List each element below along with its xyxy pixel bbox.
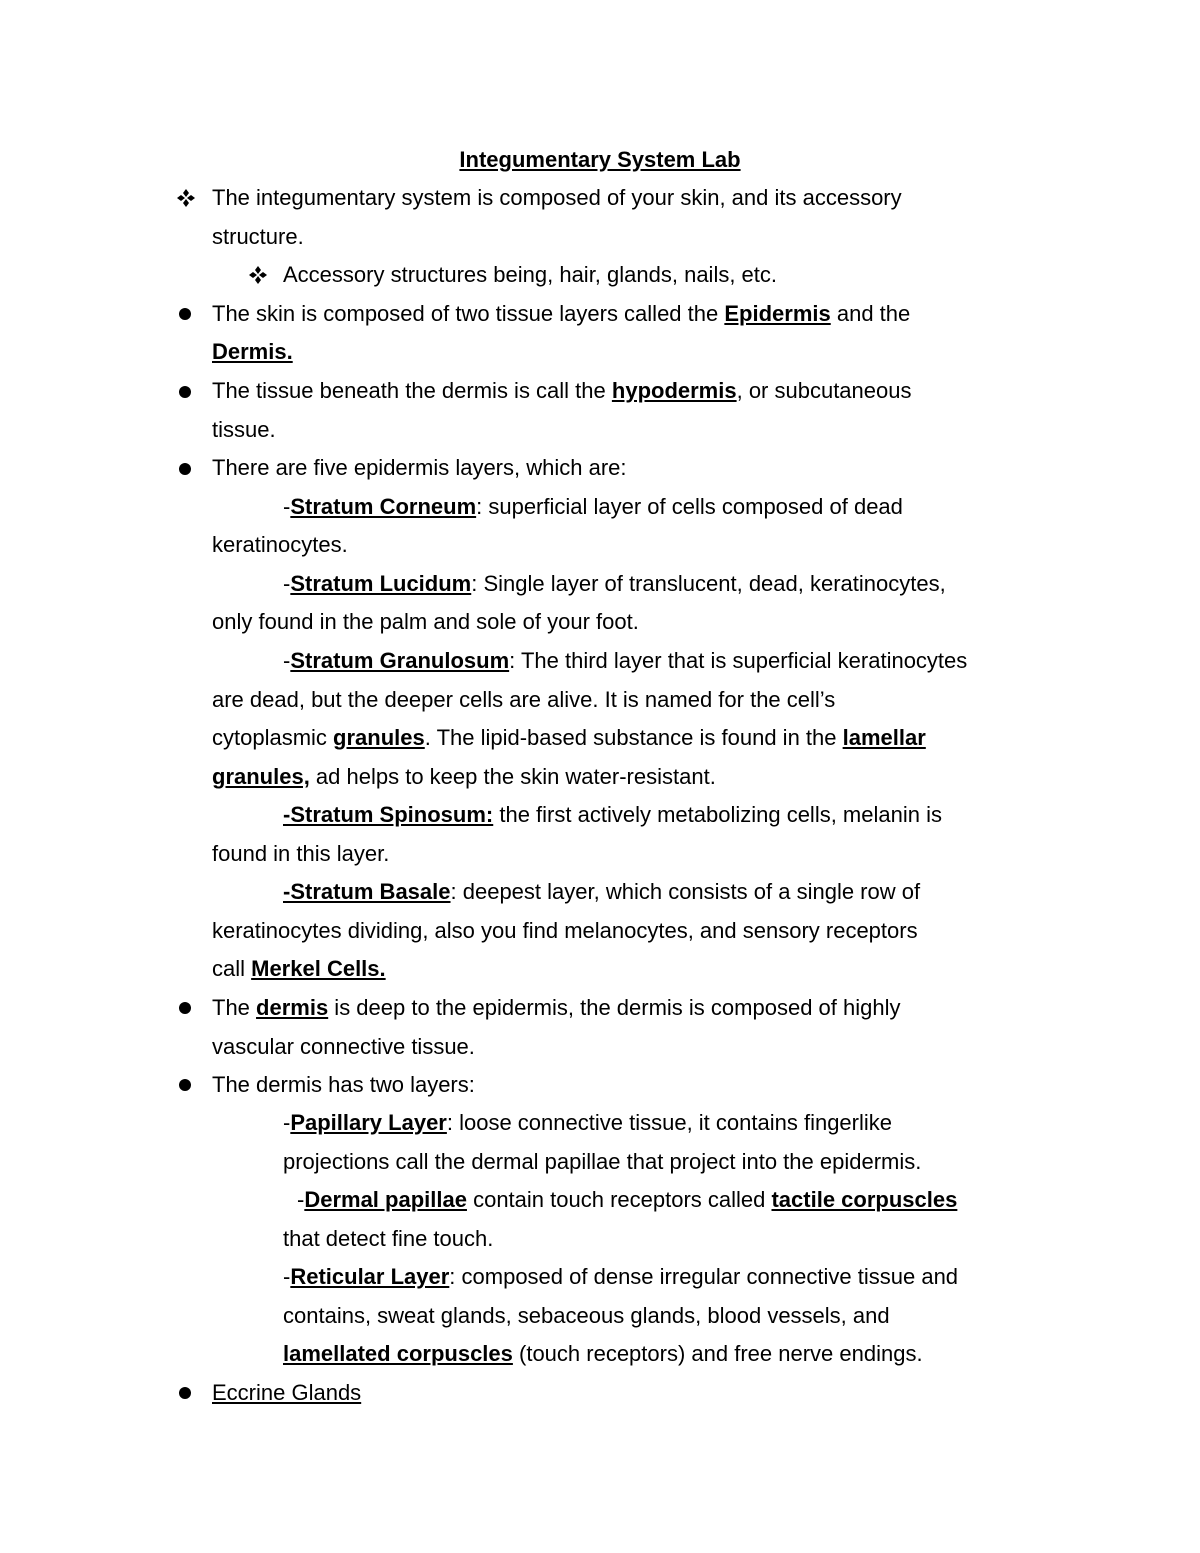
- round-bullet-icon: [179, 1387, 191, 1399]
- diamond-bullet-icon: [176, 188, 196, 208]
- text-line: projections call the dermal papillae that project into the epidermis.: [283, 1149, 922, 1174]
- round-bullet-icon: [179, 463, 191, 475]
- text-line: keratinocytes.: [212, 532, 348, 557]
- text-line: -Stratum Granulosum: The third layer that is superficial keratinocytes: [283, 648, 968, 673]
- text-line: cytoplasmic granules. The lipid-based substance is found in the lamellar: [212, 725, 926, 750]
- text-line: The tissue beneath the dermis is call the hypodermis, or subcutaneous: [212, 378, 912, 403]
- text-line: keratinocytes dividing, also you find melanocytes, and sensory receptors: [212, 918, 918, 943]
- text-line: The integumentary system is composed of your skin, and its accessory: [212, 185, 902, 210]
- text-line: only found in the palm and sole of your foot.: [212, 609, 639, 634]
- text-line: that detect fine touch.: [283, 1226, 494, 1251]
- round-bullet-icon: [179, 308, 191, 320]
- text-line: The skin is composed of two tissue layers called the Epidermis and the: [212, 301, 911, 326]
- text-line: -Stratum Corneum: superficial layer of cells composed of dead: [283, 494, 903, 519]
- text-line: -Stratum Spinosum: the first actively metabolizing cells, melanin is: [283, 802, 942, 827]
- text-line: tissue.: [212, 417, 276, 442]
- text-line: lamellated corpuscles (touch receptors) and free nerve endings.: [283, 1341, 923, 1366]
- text-line: -Dermal papillae contain touch receptors called tactile corpuscles: [297, 1187, 958, 1212]
- text-line: -Stratum Basale: deepest layer, which consists of a single row of: [283, 879, 921, 904]
- round-bullet-icon: [179, 1079, 191, 1091]
- diamond-bullet-icon: [248, 265, 268, 285]
- round-bullet-icon: [179, 386, 191, 398]
- text-line: vascular connective tissue.: [212, 1034, 475, 1059]
- text-line: -Papillary Layer: loose connective tissue, it contains fingerlike: [283, 1110, 892, 1135]
- text-line: Accessory structures being, hair, glands, nails, etc.: [283, 262, 778, 287]
- round-bullet-icon: [179, 1002, 191, 1014]
- text-line: The dermis has two layers:: [212, 1072, 475, 1097]
- text-line: call Merkel Cells.: [212, 956, 386, 981]
- text-line: The dermis is deep to the epidermis, the dermis is composed of highly: [212, 995, 901, 1020]
- text-line: -Stratum Lucidum: Single layer of translucent, dead, keratinocytes,: [283, 571, 946, 596]
- text-line: There are five epidermis layers, which are:: [212, 455, 627, 480]
- text-line: Eccrine Glands: [212, 1380, 362, 1405]
- text-line: Dermis.: [212, 339, 293, 364]
- text-line: structure.: [212, 224, 304, 249]
- text-line: are dead, but the deeper cells are alive. It is named for the cell’s: [212, 687, 836, 712]
- text-line: found in this layer.: [212, 841, 390, 866]
- text-line: contains, sweat glands, sebaceous glands, blood vessels, and: [283, 1303, 890, 1328]
- text-line: -Reticular Layer: composed of dense irregular connective tissue and: [283, 1264, 959, 1289]
- text-line: granules, ad helps to keep the skin water-resistant.: [212, 764, 716, 789]
- page-title: Integumentary System Lab: [459, 147, 741, 172]
